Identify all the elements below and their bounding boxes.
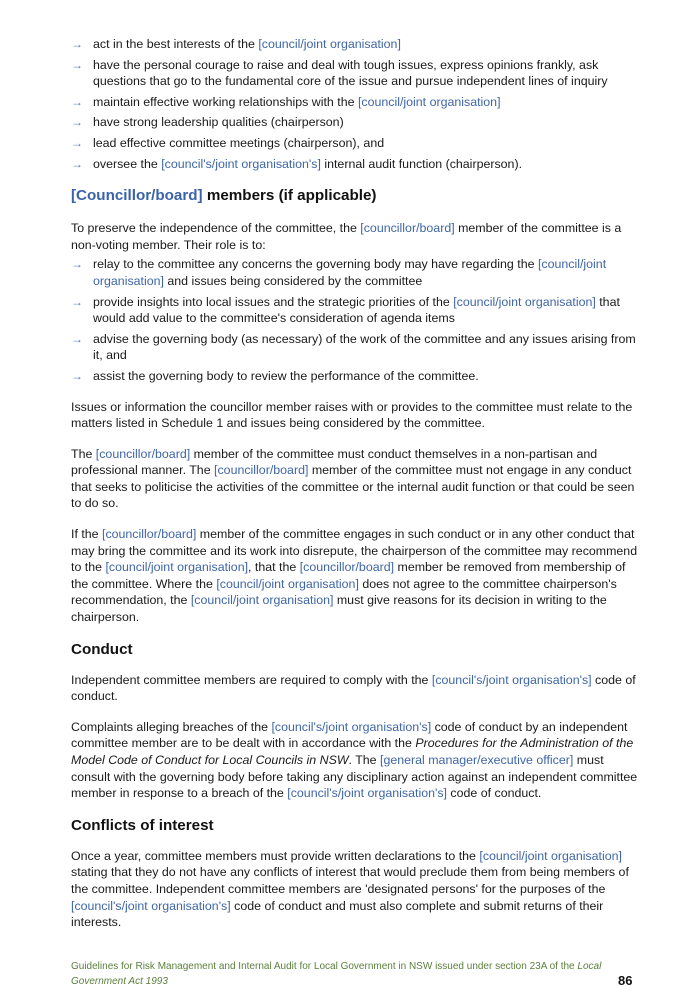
placeholder-text: [general manager/executive officer] — [380, 753, 574, 767]
arrow-right-icon: → — [71, 257, 83, 272]
document-body — [71, 36, 641, 931]
arrow-right-icon: → — [71, 94, 83, 109]
page-number: 86 — [618, 973, 633, 988]
placeholder-text: [council/joint organisation] — [258, 37, 401, 51]
arrow-right-icon: → — [71, 368, 83, 383]
placeholder-text: [councillor/board] — [360, 221, 455, 236]
section-heading-conduct: Conduct — [71, 640, 133, 658]
placeholder-text: [council's/joint organisation's] — [287, 786, 447, 801]
members-paragraph-3: If the [councillor/board] member of the committee engages in such conduct or in any other conduct that may bring the committee and its work into disrepute, the chairperson of the committee may recommend to the [council/joint organisation], that the [councillor/board] member be removed from membership of the committee. Where the [council/joint organisation] does not agree to the committee chairperson's recommendation, the [council/joint organisation] must give reasons for its decision in writing to the chairperson. — [71, 527, 638, 625]
members-paragraph-2: The [councillor/board] member of the committee must conduct themselves in a non-partisan and professional manner. The [councillor/board] member of the committee must not engage in any conduct that seeks to politicise the activities of the committee or the internal audit function or that could be seen to do so. — [71, 446, 635, 511]
list-item: → assist the governing body to review the performance of the committee. — [71, 368, 479, 383]
list-item: → lead effective committee meetings (chairperson), and — [71, 135, 385, 150]
list-item: → have the personal courage to raise and deal with tough issues, express opinions frankly, ask questions that go to the fundamental core of the issue and pursue independent lines of inquiry — [71, 57, 608, 89]
section-heading-members: [Councillor/board] members (if applicable) — [71, 187, 377, 205]
page-footer: Guidelines for Risk Management and Internal Audit for Local Government in NSW issued under section 23A of the Local Government Act 1993 — [71, 961, 602, 987]
arrow-right-icon: → — [71, 135, 83, 150]
list-item: → provide insights into local issues and the strategic priorities of the [council/joint organisation] that would add value to the committee's consideration of agenda items — [71, 294, 620, 326]
placeholder-text: [council/joint organisation] — [453, 294, 596, 309]
members-paragraph-1: Issues or information the councillor member raises with or provides to the committee must relate to the matters listed in Schedule 1 and issues being considered by the committee. — [71, 399, 633, 431]
conflicts-paragraph-1: Once a year, committee members must provide written declarations to the [council/joint organisation] stating that they do not have any conflicts of interest that would preclude them from being members of the committee. Independent committee members are 'designated persons' for the purposes of the [council's/joint organisation's] code of conduct and must also complete and submit returns of their interests. — [71, 848, 629, 930]
section-heading-conflicts: Conflicts of interest — [71, 816, 214, 834]
conduct-paragraph-2: Complaints alleging breaches of the [council's/joint organisation's] code of conduct by an independent committee member are to be dealt with in accordance with the Procedures for the Administration of the Model Code of Conduct for Local Councils in NSW. The [general manager/executive officer] must consult with the governing body before taking any disciplinary action against an independent committee member in response to a breach of the [council's/joint organisation's] code of conduct. — [71, 719, 638, 801]
placeholder-text: [council/joint organisation] — [93, 257, 607, 288]
list-item: → relay to the committee any concerns the governing body may have regarding the [council/joint organisation] and issues being considered by the committee — [71, 257, 607, 288]
list-item: → maintain effective working relationships with the [council/joint organisation] — [71, 94, 501, 109]
conduct-paragraph-1: Independent committee members are required to comply with the [council's/joint organisation's] code of conduct. — [71, 672, 636, 704]
arrow-right-icon: → — [71, 57, 83, 72]
placeholder-text: [council's/joint organisation's] — [431, 672, 592, 687]
placeholder-text: [councillor/board] — [299, 560, 395, 575]
placeholder-text: [council's/joint organisation's] — [71, 898, 231, 913]
arrow-right-icon: → — [71, 331, 83, 346]
arrow-right-icon: → — [71, 156, 83, 171]
placeholder-text: [council/joint organisation] — [105, 560, 249, 575]
placeholder-text: [council/joint organisation] — [190, 593, 334, 608]
list-item: → advise the governing body (as necessary) of the work of the committee and any issues arising from it, and — [71, 331, 636, 363]
arrow-right-icon: → — [71, 294, 83, 309]
members-bullet-list — [71, 256, 641, 384]
placeholder-text: [council/joint organisation] — [357, 94, 501, 109]
placeholder-text: [council's/joint organisation's] — [161, 156, 321, 171]
placeholder-text: [councillor/board] — [102, 527, 197, 542]
italic-title: Procedures for the Administration of the Model Code of Conduct for Local Councils in NSW — [71, 736, 634, 767]
placeholder-text: [council/joint organisation] — [479, 848, 622, 863]
arrow-right-icon: → — [71, 37, 83, 51]
members-intro: To preserve the independence of the committee, the [councillor/board] member of the committee is a non-voting member. Their role is to: — [71, 221, 622, 252]
placeholder-text: [council's/joint organisation's] — [271, 719, 432, 734]
arrow-right-icon: → — [71, 115, 83, 130]
footer-italic-title: Local Government Act 1993 — [71, 961, 602, 987]
intro-bullet-list — [71, 36, 641, 172]
placeholder-text: [councillor/board] — [214, 463, 309, 478]
list-item: → have strong leadership qualities (chairperson) — [71, 115, 344, 130]
placeholder-text: [council/joint organisation] — [216, 576, 359, 591]
list-item: → act in the best interests of the [council/joint organisation] — [71, 37, 401, 51]
placeholder-text: [councillor/board] — [95, 446, 191, 461]
list-item: → oversee the [council's/joint organisation's] internal audit function (chairperson). — [71, 156, 523, 171]
